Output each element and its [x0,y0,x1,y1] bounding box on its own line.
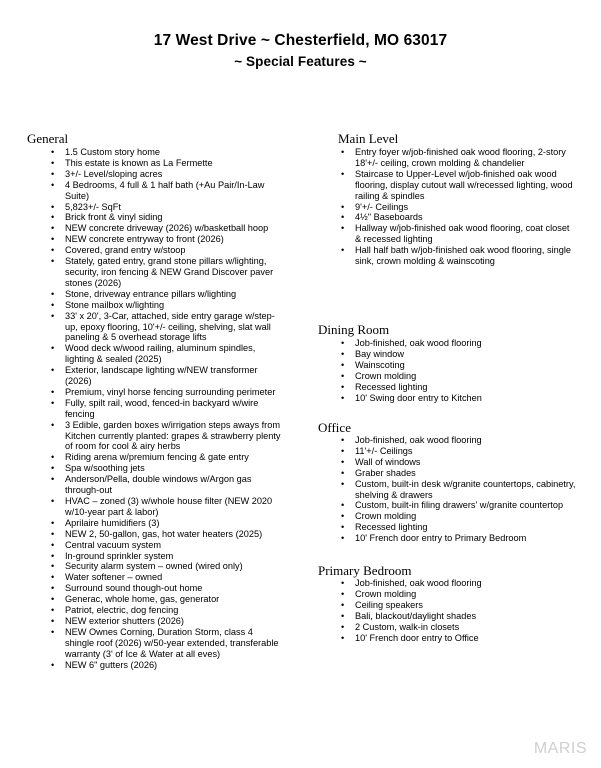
feature-item: • Anderson/Pella, double windows w/Argon gas through-out [65,474,283,496]
dining-room-features-list [355,338,575,403]
feature-item: • Bay window [355,349,575,360]
maris-watermark: MARIS [533,740,587,757]
feature-item: • Recessed lighting [355,522,585,533]
feature-item: • 10' French door entry to Office [355,633,575,644]
page-subtitle: ~ Special Features ~ [234,54,367,69]
feature-item: • Brick front & vinyl siding [65,212,283,223]
feature-item: • Entry foyer w/job-finished oak wood flooring, 2-story 18'+/- ceiling, crown molding & chandelier [355,147,573,169]
feature-item: • Job-finished, oak wood flooring [355,578,575,589]
feature-item: • Custom, built-in filing drawers' w/granite countertop [355,500,585,511]
feature-item: • Wood deck w/wood railing, aluminum spindles, lighting & sealed (2025) [65,343,283,365]
feature-item: • Surround sound though-out home [65,583,283,594]
section-heading-dining-room: Dining Room [318,322,390,337]
feature-item: • This estate is known as La Fermette [65,158,283,169]
feature-item: • NEW concrete driveway (2026) w/basketball hoop [65,223,283,234]
feature-item: • Generac, whole home, gas, generator [65,594,283,605]
feature-item: • Ceiling speakers [355,600,575,611]
feature-item: • Custom, built-in desk w/granite countertops, cabinetry, shelving & drawers [355,479,585,501]
feature-item: • 1.5 Custom story home [65,147,283,158]
feature-item: • Staircase to Upper-Level w/job-finished oak wood flooring, display cutout wall w/recessed lighting, wood railing & spindles [355,169,573,202]
feature-item: • Hallway w/job-finished oak wood flooring, coat closet & recessed lighting [355,223,573,245]
office-features-list [355,435,585,544]
feature-item: • NEW 2, 50-gallon, gas, hot water heaters (2025) [65,529,283,540]
feature-item: • Job-finished, oak wood flooring [355,435,585,446]
feature-item: • Graber shades [355,468,585,479]
section-heading-primary-bedroom: Primary Bedroom [318,563,412,578]
feature-item: • 33' x 20', 3-Car, attached, side entry garage w/step-up, epoxy flooring, 10'+/- ceiling, shelving, slat wall paneling & 5 overhead storage lifts [65,311,283,344]
feature-item: • 2 Custom, walk-in closets [355,622,575,633]
feature-item: • Stone, driveway entrance pillars w/lighting [65,289,283,300]
feature-item: • Premium, vinyl horse fencing surrounding perimeter [65,387,283,398]
feature-item: • 10' French door entry to Primary Bedroom [355,533,585,544]
feature-item: • Crown molding [355,371,575,382]
feature-item: • Fully, spilt rail, wood, fenced-in backyard w/wire fencing [65,398,283,420]
feature-item: • Wainscoting [355,360,575,371]
feature-item: • Bali, blackout/daylight shades [355,611,575,622]
feature-item: • 11'+/- Ceilings [355,446,585,457]
feature-item: • Patriot, electric, dog fencing [65,605,283,616]
feature-item: • Recessed lighting [355,382,575,393]
feature-item: • Exterior, landscape lighting w/NEW transformer (2026) [65,365,283,387]
feature-item: • Job-finished, oak wood flooring [355,338,575,349]
feature-item: • 10' Swing door entry to Kitchen [355,393,575,404]
feature-item: • 3+/- Level/sloping acres [65,169,283,180]
general-features-list [65,147,283,671]
section-heading-main-level: Main Level [338,131,399,146]
feature-item: • NEW 6" gutters (2026) [65,660,283,671]
feature-item: • NEW Ownes Corning, Duration Storm, class 4 shingle roof (2026) w/50-year extended, transferable warranty (3' of Ice & Water at all eves) [65,627,283,660]
feature-item: • Crown molding [355,589,575,600]
feature-item: • NEW exterior shutters (2026) [65,616,283,627]
feature-item: • 4½" Baseboards [355,212,573,223]
feature-item: • Hall half bath w/job-finished oak wood flooring, single sink, crown molding & wainscoting [355,245,573,267]
feature-item: • 4 Bedrooms, 4 full & 1 half bath (+Au Pair/In-Law Suite) [65,180,283,202]
primary-bedroom-features-list [355,578,575,643]
feature-item: • 3 Edible, garden boxes w/irrigation steps aways from Kitchen currently planted: grapes & strawberry plenty of room for cool & airy herbs [65,420,283,453]
feature-item: • Riding arena w/premium fencing & gate entry [65,452,283,463]
section-heading-office: Office [318,420,351,435]
feature-item: • Covered, grand entry w/stoop [65,245,283,256]
feature-item: • Stately, gated entry, grand stone pillars w/lighting, security, iron fencing & NEW Grand Discover paver stones (2026) [65,256,283,289]
main-level-features-list [355,147,573,267]
feature-item: • Stone mailbox w/lighting [65,300,283,311]
feature-item: • HVAC – zoned (3) w/whole house filter (NEW 2020 w/10-year part & labor) [65,496,283,518]
feature-item: • Crown molding [355,511,585,522]
feature-item: • Water softener – owned [65,572,283,583]
section-heading-general: General [27,131,69,146]
feature-item: • Wall of windows [355,457,585,468]
feature-item: • In-ground sprinkler system [65,551,283,562]
feature-item: • 5,823+/- SqFt [65,202,283,213]
feature-item: • Central vacuum system [65,540,283,551]
feature-item: • Aprilaire humidifiers (3) [65,518,283,529]
feature-item: • Spa w/soothing jets [65,463,283,474]
feature-item: • NEW concrete entryway to front (2026) [65,234,283,245]
feature-item: • Security alarm system – owned (wired only) [65,561,283,572]
page-title: 17 West Drive ~ Chesterfield, MO 63017 [153,32,448,49]
feature-item: • 9'+/- Ceilings [355,202,573,213]
